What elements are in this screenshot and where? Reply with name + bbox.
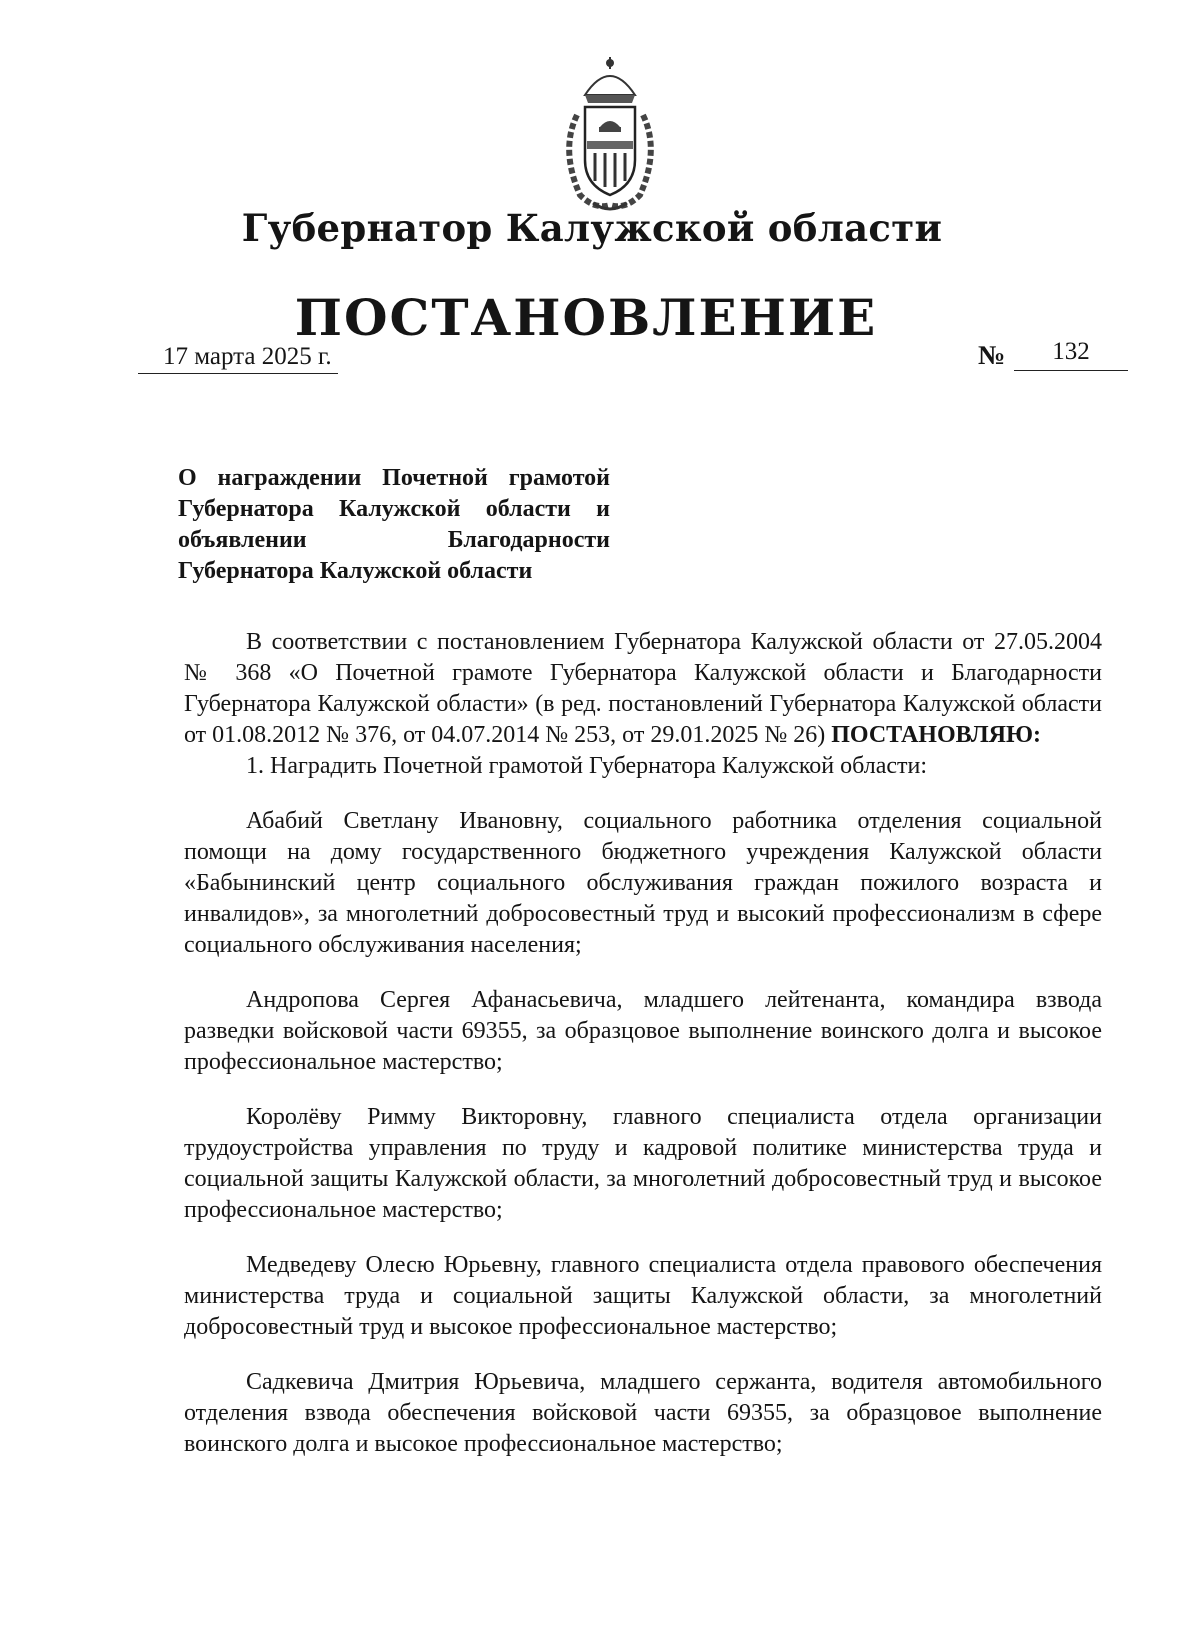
document-body: [184, 627, 1102, 1460]
coat-of-arms-icon: [555, 55, 665, 215]
issuing-authority: Губернатор Калужской области: [241, 206, 943, 250]
awardee-paragraph: Андропова Сергея Афанасьевича, младшего лейтенанта, командира взвода разведки войсковой части 69355, за образцовое выполнение воинского долга и высокое профессиональное мастерство;: [184, 987, 1102, 1075]
awardee-paragraph: Садкевича Дмитрия Юрьевича, младшего сержанта, водителя автомобильного отделения взвода обеспечения войсковой части 69355, за образцовое выполнение воинского долга и высокое профессиональное мастерство;: [184, 1369, 1102, 1457]
document-date: 17 марта 2025 г.: [163, 343, 332, 370]
number-label: №: [978, 340, 1006, 370]
document-subject: О награждении Почетной грамотой Губернатора Калужской области и объявлении Благодарности Губернатора Калужской области: [178, 465, 610, 584]
awardee-paragraph: Медведеву Олесю Юрьевну, главного специалиста отдела правового обеспечения министерства труда и социальной защиты Калужской области, за многолетний добросовестный труд и высокое профессиональное мастерство;: [184, 1252, 1102, 1340]
document-number: 132: [1014, 338, 1128, 371]
item-1: 1. Наградить Почетной грамотой Губернатора Калужской области:: [246, 753, 928, 779]
preamble-text: В соответствии с постановлением Губернатора Калужской области от 27.05.2004 № 368 «О Почетной грамоте Губернатора Калужской области и Благодарности Губернатора Калужской области» (в ред. постановлений Губернатора Калужской области от 01.08.2012 № 376, от 04.07.2014 № 253, от 29.01.2025 № 26): [184, 629, 1102, 748]
preamble-paragraph: [184, 627, 1102, 751]
decree-keyword: ПОСТАНОВЛЯЮ:: [831, 722, 1041, 748]
document-date-field: [138, 343, 338, 374]
document-type-title: ПОСТАНОВЛЕНИЕ: [294, 288, 878, 347]
awardee-paragraph: Королёву Римму Викторовну, главного специалиста отдела организации трудоустройства управления по труду и кадровой политике министерства труда и социальной защиты Калужской области, за многолетний добросовестный труд и высокое профессиональное мастерство;: [184, 1104, 1102, 1223]
awardee-paragraph: Абабий Светлану Ивановну, социального работника отделения социальной помощи на дому государственного бюджетного учреждения Калужской области «Бабынинский центр социального обслуживания граждан пожилого возраста и инвалидов», за многолетний добросовестный труд и высокий профессионализм в сфере социального обслуживания населения;: [184, 808, 1102, 958]
